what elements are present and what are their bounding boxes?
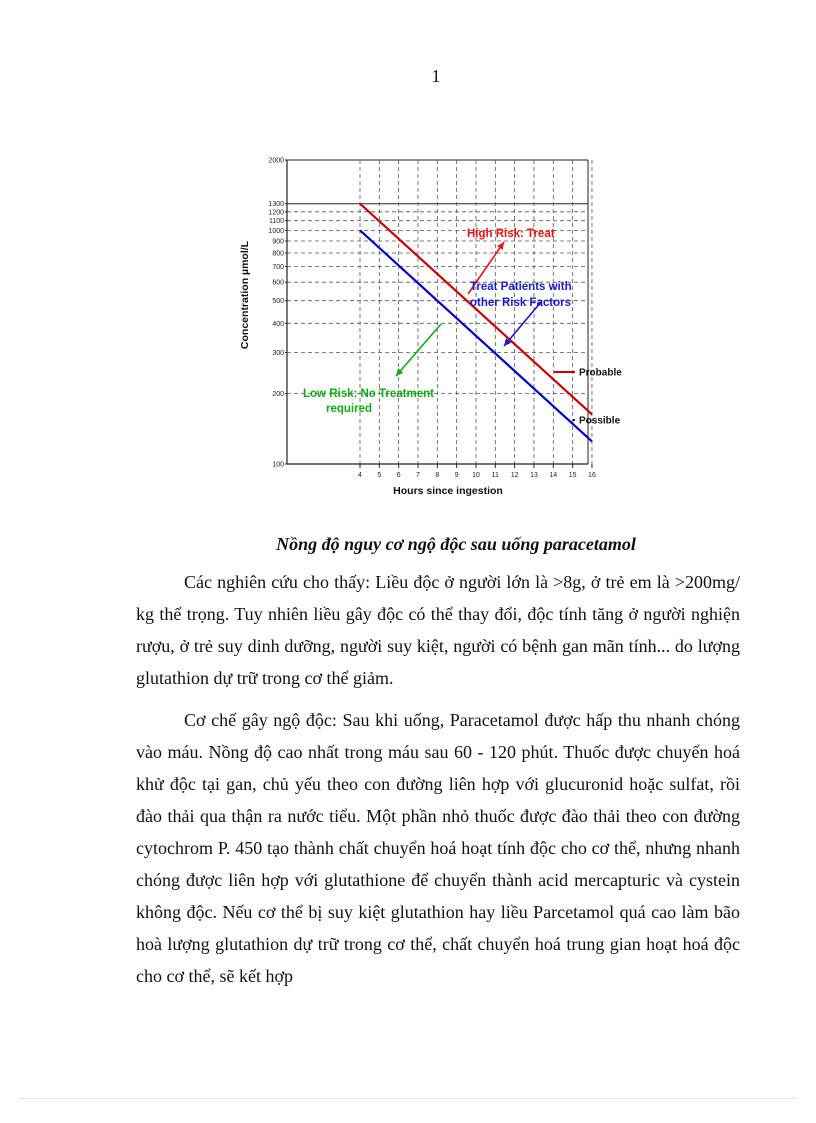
x-tick-label: 9 xyxy=(454,472,459,479)
x-tick-label: 7 xyxy=(416,472,420,479)
annotation-text: High Risk: Treat xyxy=(467,228,555,240)
legend-label-probable: Probable xyxy=(579,367,622,379)
x-tick-label: 15 xyxy=(568,472,577,479)
legend-label-possible: Possible xyxy=(579,415,621,427)
x-tick-label: 6 xyxy=(396,472,401,479)
x-tick-label: 12 xyxy=(510,472,519,479)
annotation-text: other Risk Factors xyxy=(470,297,571,309)
annotation-text: Treat Patients with xyxy=(470,281,572,293)
annotation-text: required xyxy=(326,403,373,415)
y-tick-label: 600 xyxy=(272,279,284,287)
paragraph-text: Các nghiên cứu cho thấy: Liều độc ở người lớn là >8g, ở trẻ em là >200mg/ kg thể trọng. Tuy nhiên liều gây độc có thể thay đổi, độc tính tăng ở người nghiện rượu, ở trẻ suy dinh dưỡng, người suy kiệt, người có bệnh gan mãn tính... do lượng glutathion dự trữ trong cơ thể giảm. xyxy=(136,572,740,688)
figure-caption: Nồng độ nguy cơ ngộ độc sau uống paracetamol xyxy=(276,534,636,554)
y-tick-label: 500 xyxy=(272,298,284,306)
paragraph-mechanism xyxy=(136,704,740,992)
y-tick-label: 1100 xyxy=(268,218,284,226)
x-tick-label: 16 xyxy=(588,472,596,479)
x-axis-title: Hours since ingestion xyxy=(393,485,503,497)
page-number: 1 xyxy=(431,66,441,86)
y-tick-label: 800 xyxy=(272,250,284,258)
high-risk-arrow-head xyxy=(497,242,504,250)
x-tick-label: 10 xyxy=(472,472,480,479)
y-tick-label: 100 xyxy=(272,461,284,469)
x-tick-label: 5 xyxy=(377,472,382,479)
x-tick-label: 13 xyxy=(530,472,538,479)
y-tick-label: 200 xyxy=(272,391,284,399)
footer-rule xyxy=(20,1098,796,1099)
nomogram-svg xyxy=(236,150,636,510)
x-tick-label: 11 xyxy=(491,472,499,479)
axis-layer xyxy=(239,158,596,498)
y-tick-label: 300 xyxy=(272,350,284,358)
paragraph-toxic-dose xyxy=(136,566,740,694)
grid-layer xyxy=(287,160,592,464)
x-tick-label: 4 xyxy=(358,472,362,479)
y-tick-label: 400 xyxy=(272,320,284,328)
x-tick-label: 8 xyxy=(435,472,440,479)
y-tick-label: 1200 xyxy=(268,209,284,217)
y-tick-label: 700 xyxy=(272,264,284,272)
y-tick-label: 1300 xyxy=(268,201,284,209)
x-tick-label: 14 xyxy=(549,472,558,479)
annotation-text: Low Risk: No Treatment xyxy=(303,388,434,400)
low-risk-arrow xyxy=(396,324,441,376)
y-tick-label: 900 xyxy=(272,238,284,246)
paragraph-text: Cơ chế gây ngộ độc: Sau khi uống, Paracetamol được hấp thu nhanh chóng vào máu. Nồng độ cao nhất trong máu sau 60 - 120 phút. Thuốc được chuyển hoá khử độc tại gan, chủ yếu theo con đường liên hợp với glucuronid hoặc sulfat, rồi đào thải qua thận ra nước tiểu. Một phần nhỏ thuốc được đào thải theo con đường cytochrom P. 450 tạo thành chất chuyển hoá hoạt tính độc cho cơ thể, nhưng nhanh chóng được liên hợp với glutathione để chuyển thành acid mercapturic và cystein không độc. Nếu cơ thể bị suy kiệt glutathion hay liều Parcetamol quá cao làm bão hoà lượng glutathion dự trữ trong cơ thể, chất chuyển hoá trung gian hoạt hoá độc cho cơ thể, sẽ kết hợp xyxy=(136,710,740,986)
y-tick-label: 1000 xyxy=(268,227,284,235)
nomogram-chart xyxy=(236,150,636,510)
y-axis-title: Concentration µmol/L xyxy=(239,240,251,350)
y-tick-label: 2000 xyxy=(268,157,284,165)
